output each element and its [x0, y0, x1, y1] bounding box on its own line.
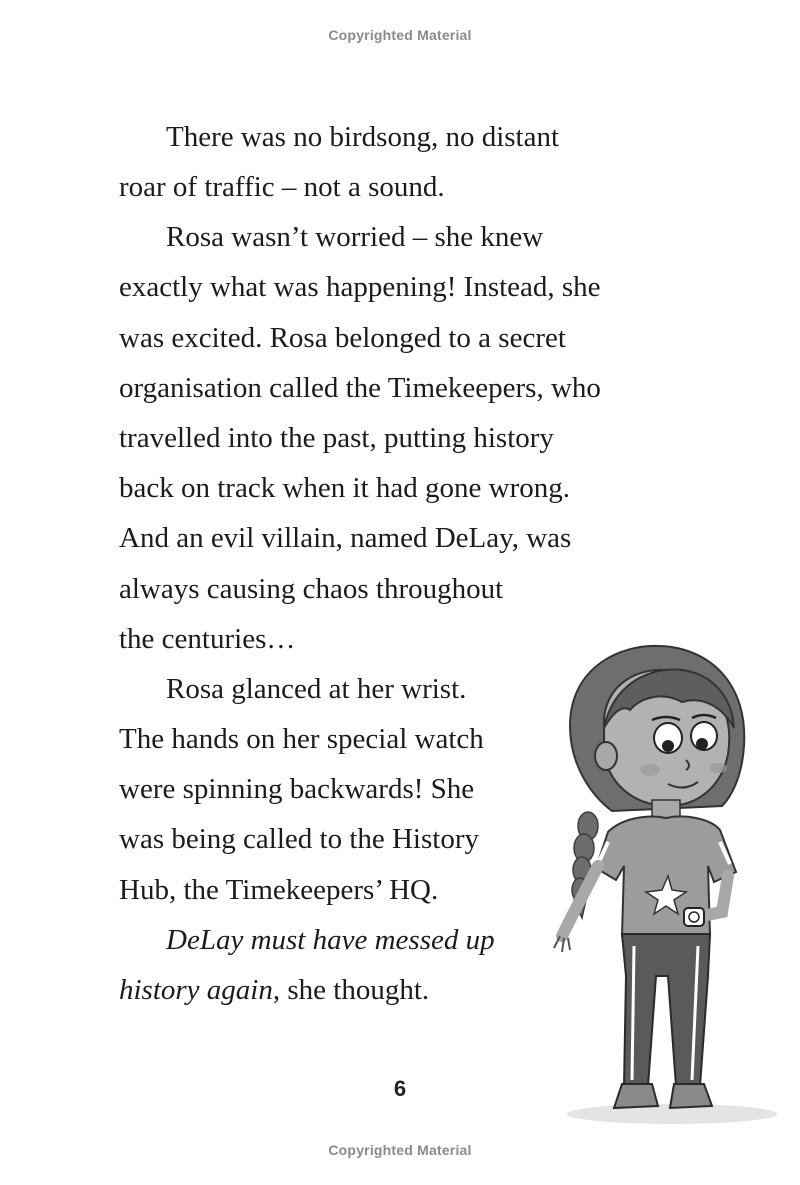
page-number: 6 — [393, 1076, 407, 1101]
text-line: The hands on her special watch — [119, 723, 484, 755]
text-line: Rosa glanced at her wrist. — [166, 673, 467, 705]
copyright-watermark-bottom: Copyrighted Material — [328, 1142, 472, 1158]
text-line: back on track when it had gone wrong. — [119, 472, 570, 504]
text-line: There was no birdsong, no distant — [166, 121, 560, 153]
text-line-italic: DeLay must have messed up — [166, 924, 495, 956]
text-line: roar of traffic – not a sound. — [119, 171, 445, 203]
text-span: she thought. — [280, 974, 430, 1006]
text-line — [119, 972, 429, 1008]
copyright-watermark-top: Copyrighted Material — [328, 27, 472, 43]
text-line: And an evil villain, named DeLay, was — [119, 522, 572, 554]
text-line: always causing chaos throughout — [119, 573, 504, 605]
text-line: was being called to the History — [119, 823, 479, 855]
text-line: the centuries… — [119, 623, 296, 655]
text-line: was excited. Rosa belonged to a secret — [119, 322, 566, 354]
text-line: organisation called the Timekeepers, who — [119, 372, 601, 404]
girl-illustration — [552, 636, 784, 1136]
text-line: exactly what was happening! Instead, she — [119, 271, 601, 303]
text-line: Hub, the Timekeepers’ HQ. — [119, 874, 439, 906]
text-line: travelled into the past, putting history — [119, 422, 554, 454]
italic-phrase: history again, — [119, 974, 281, 1006]
text-line: were spinning backwards! She — [119, 773, 475, 805]
text-line: Rosa wasn’t worried – she knew — [166, 221, 544, 253]
